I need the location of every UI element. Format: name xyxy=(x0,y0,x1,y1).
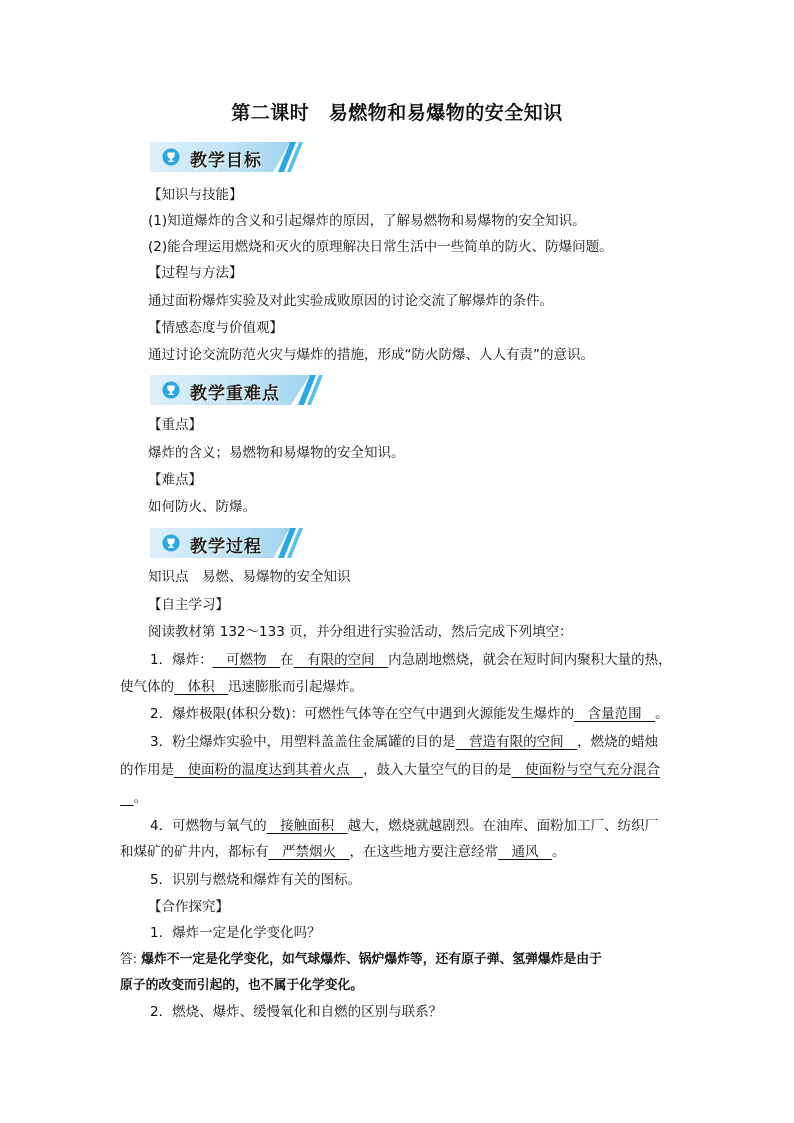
answer-blank: 使面粉与空气充分混合 xyxy=(511,762,660,778)
inquiry-question-2: 2．燃烧、爆炸、缓慢氧化和自燃的区别与联系？ xyxy=(150,1004,443,1020)
answer-blank: 可燃物 xyxy=(212,652,281,668)
answer-blank: 体积 xyxy=(174,679,228,695)
reading-instruction: 阅读教材第 132～133 页，并分组进行实验活动，然后完成下列填空： xyxy=(148,624,573,640)
question-2: 2．爆炸极限(体积分数)：可燃性气体等在空气中遇到火源能发生爆炸的 含量范围 。 xyxy=(150,706,669,722)
answer-blank: 严禁烟火 xyxy=(268,844,350,860)
question-1-line-1: 1．爆炸： 可燃物 在 有限的空间 内急剧地燃烧，就会在短时间内聚积大量的热， xyxy=(150,652,672,668)
answer-1-line-1: 答: 爆炸不一定是化学变化，如气球爆炸、锅炉爆炸等，还有原子弹、氢弹爆炸是由于 xyxy=(120,952,602,967)
question-4-line-2: 和煤矿的矿井内，都标有 严禁烟火 ，在这些地方要注意经常 通风 。 xyxy=(120,844,566,860)
question-5: 5．识别与燃烧和爆炸有关的图标。 xyxy=(150,872,362,888)
key-heading: 【重点】 xyxy=(148,417,202,433)
section-label: 教学目标 xyxy=(190,151,262,171)
section-banner-objectives xyxy=(150,142,300,172)
section-label: 教学重难点 xyxy=(190,384,280,404)
trophy-icon xyxy=(162,381,180,399)
question-3-line-1: 3．粉尘爆炸实验中，用塑料盖盖住金属罐的目的是 营造有限的空间 ，燃烧的蜡烛 xyxy=(150,734,659,750)
difficulty-heading: 【难点】 xyxy=(148,472,202,488)
knowledge-point-topic: 知识点 易燃、易爆物的安全知识 xyxy=(148,569,351,585)
difficulty-text: 如何防火、防爆。 xyxy=(148,499,256,515)
section-banner-process xyxy=(150,528,300,558)
section-label: 教学过程 xyxy=(190,537,262,557)
answer-blank xyxy=(120,789,134,807)
answer-blank: 使面粉的温度达到其着火点 xyxy=(174,762,363,778)
knowledge-item-2: (2)能合理运用燃烧和灭火的原理解决日常生活中一些简单的防火、防爆问题。 xyxy=(148,239,613,255)
knowledge-item-1: (1)知道爆炸的含义和引起爆炸的原因，了解易燃物和易爆物的安全知识。 xyxy=(148,213,586,229)
process-method-text: 通过面粉爆炸实验及对此实验成败原因的讨论交流了解爆炸的条件。 xyxy=(148,293,553,309)
question-3-line-3: 。 xyxy=(120,789,147,807)
question-4-line-1: 4．可燃物与氧气的 接触面积 越大，燃烧就越剧烈。在油库、面粉加工厂、纺织厂 xyxy=(150,818,659,834)
trophy-icon xyxy=(162,148,180,166)
knowledge-heading: 【知识与技能】 xyxy=(148,187,243,203)
answer-blank: 含量范围 xyxy=(574,706,656,722)
answer-blank: 通风 xyxy=(498,844,552,860)
answer-blank: 接触面积 xyxy=(266,818,348,834)
key-text: 爆炸的含义；易燃物和易爆物的安全知识。 xyxy=(148,445,405,461)
process-method-heading: 【过程与方法】 xyxy=(148,265,243,281)
self-study-heading: 【自主学习】 xyxy=(148,597,229,613)
question-1-line-2: 使气体的 体积 迅速膨胀而引起爆炸。 xyxy=(120,679,363,695)
answer-blank: 有限的空间 xyxy=(293,652,389,668)
emotion-heading: 【情感态度与价值观】 xyxy=(148,320,283,336)
section-banner-key-points xyxy=(150,375,320,405)
answer-1-line-2: 原子的改变而引起的，也不属于化学变化。 xyxy=(120,978,364,993)
emotion-text: 通过讨论交流防范火灾与爆炸的措施，形成“防火防爆、人人有责”的意识。 xyxy=(148,347,594,363)
question-3-line-2: 的作用是 使面粉的温度达到其着火点 ，鼓入大量空气的目的是 使面粉与空气充分混合 xyxy=(120,762,660,778)
page-title: 第二课时 易燃物和易爆物的安全知识 xyxy=(231,102,563,124)
answer-blank: 营造有限的空间 xyxy=(455,734,578,750)
cooperative-inquiry-heading: 【合作探究】 xyxy=(148,899,229,915)
trophy-icon xyxy=(162,534,180,552)
inquiry-question-1: 1．爆炸一定是化学变化吗？ xyxy=(150,925,321,941)
